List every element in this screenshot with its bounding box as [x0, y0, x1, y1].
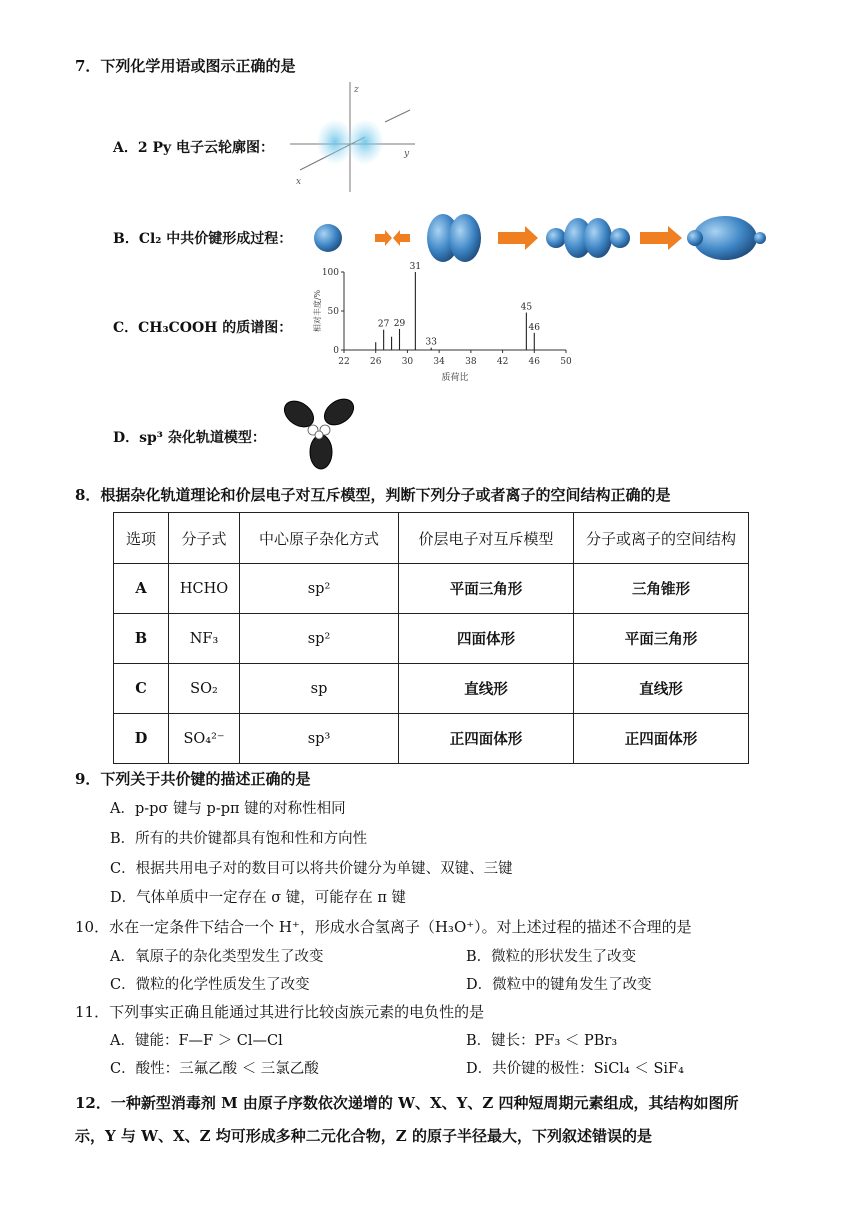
p-orbital-cloud-diagram	[290, 82, 430, 192]
row-hybridization: sp³	[240, 714, 399, 764]
q7-option-c: C．CH₃COOH 的质谱图：	[113, 320, 293, 336]
x-tick-label: 34	[433, 357, 445, 367]
q8-title: 8．根据杂化轨道理论和价层电子对互斥模型，判断下列分子或者离子的空间结构正确的是	[75, 486, 671, 504]
axis-x-label: x	[296, 177, 302, 187]
row-formula: SO₄²⁻	[169, 714, 240, 764]
q7-option-d: D．sp³ 杂化轨道模型：	[113, 430, 266, 446]
x-tick-label: 26	[369, 357, 382, 367]
q8-table	[113, 512, 749, 764]
mid-lobe-right	[584, 218, 612, 258]
x-tick-label: 50	[560, 357, 572, 367]
q9-option-d: D．气体单质中一定存在 σ 键，可能存在 π 键	[110, 890, 406, 906]
x-tick-label: 46	[528, 357, 541, 367]
table-row	[114, 664, 749, 714]
row-option: D	[114, 714, 169, 764]
peak-label: 27	[377, 319, 390, 330]
orbital-lobe-right	[347, 120, 383, 164]
row-formula: HCHO	[169, 564, 240, 614]
arrow-left-icon	[393, 230, 410, 246]
cl-atom-icon	[314, 224, 342, 252]
q10-title: 10．水在一定条件下结合一个 H⁺，形成水合氢离子（H₃O⁺）。对上述过程的描述不合理的是	[75, 918, 692, 936]
row-shape: 平面三角形	[574, 614, 749, 664]
row-hybridization: sp²	[240, 614, 399, 664]
header-option: 选项	[114, 513, 169, 564]
peak-label: 33	[425, 337, 437, 348]
q7-option-a: A．2 Py 电子云轮廓图：	[113, 140, 275, 156]
peak-label: 46	[528, 322, 541, 333]
q7-option-b: B．Cl₂ 中共价键形成过程：	[113, 231, 293, 247]
header-hybridization: 中心原子杂化方式	[240, 513, 399, 564]
q9-option-b: B．所有的共价键都具有饱和性和方向性	[110, 831, 368, 847]
row-option: B	[114, 614, 169, 664]
row-formula: NF₃	[169, 614, 240, 664]
row-formula: SO₂	[169, 664, 240, 714]
table-row	[114, 614, 749, 664]
y-tick-label: 50	[327, 307, 339, 317]
row-vsepr: 平面三角形	[399, 564, 574, 614]
back-lobe-left	[687, 230, 703, 246]
cl2-bond-formation-diagram	[310, 208, 770, 268]
arrow-right-icon	[375, 230, 392, 246]
q11-option-b: B．键长：PF₃ ＜ PBr₃	[466, 1033, 618, 1049]
peak-label: 29	[393, 318, 406, 329]
row-vsepr: 正四面体形	[399, 714, 574, 764]
q11-option-c: C．酸性：三氟乙酸 ＜ 三氯乙酸	[110, 1061, 319, 1077]
peak-label: 45	[520, 302, 533, 313]
q7-title: 7．下列化学用语或图示正确的是	[75, 57, 296, 75]
row-shape: 正四面体形	[574, 714, 749, 764]
x-tick-label: 42	[496, 357, 509, 367]
row-shape: 直线形	[574, 664, 749, 714]
q10-option-a: A．氧原子的杂化类型发生了改变	[110, 949, 324, 965]
table-row	[114, 714, 749, 764]
table-header-row	[114, 513, 749, 564]
q11-option-d: D．共价键的极性：SiCl₄ ＜ SiF₄	[466, 1061, 684, 1077]
q11-option-a: A．键能：F—F ＞ Cl—Cl	[110, 1033, 283, 1049]
row-option: C	[114, 664, 169, 714]
row-shape: 三角锥形	[574, 564, 749, 614]
row-hybridization: sp²	[240, 564, 399, 614]
q9-option-a: A．p-pσ 键与 p-pπ 键的对称性相同	[110, 801, 346, 817]
x-axis-label: 质荷比	[441, 373, 469, 383]
arrow-forward-icon	[498, 226, 538, 250]
header-shape: 分子或离子的空间结构	[574, 513, 749, 564]
x-tick-label: 22	[338, 357, 350, 367]
small-lobe-left	[546, 228, 566, 248]
y-tick-label: 100	[321, 268, 339, 278]
row-vsepr: 直线形	[399, 664, 574, 714]
sp3-hybrid-orbital-icon	[277, 392, 367, 472]
q12-line2: 示，Y 与 W、X、Z 均可形成多种二元化合物，Z 的原子半径最大，下列叙述错误的是	[75, 1127, 652, 1145]
y-tick-label: 0	[333, 346, 339, 356]
x-tick-label: 30	[401, 357, 414, 367]
orbital-overlap-right	[449, 214, 481, 262]
small-lobe-right	[610, 228, 630, 248]
q10-option-c: C．微粒的化学性质发生了改变	[110, 977, 310, 993]
back-lobe-right	[754, 232, 766, 244]
q12-line1: 12．一种新型消毒剂 M 由原子序数依次递增的 W、X、Y、Z 四种短周期元素组成，其结构如图所	[75, 1094, 739, 1112]
header-vsepr: 价层电子对互斥模型	[399, 513, 574, 564]
mass-spectrum-chart	[308, 262, 588, 387]
q10-option-d: D．微粒中的键角发生了改变	[466, 977, 652, 993]
y-axis-label: 相对丰度/%	[313, 289, 322, 333]
axis-z-label: z	[354, 85, 359, 95]
row-vsepr: 四面体形	[399, 614, 574, 664]
q9-option-c: C．根据共用电子对的数目可以将共价键分为单键、双键、三键	[110, 861, 513, 877]
q9-title: 9．下列关于共价键的描述正确的是	[75, 770, 311, 788]
header-formula: 分子式	[169, 513, 240, 564]
axis-y-label: y	[404, 149, 410, 159]
table-row	[114, 564, 749, 614]
row-option: A	[114, 564, 169, 614]
row-hybridization: sp	[240, 664, 399, 714]
q10-option-b: B．微粒的形状发生了改变	[466, 949, 637, 965]
peak-label: 31	[409, 262, 422, 272]
arrow-forward-icon-2	[640, 226, 682, 250]
x-tick-label: 38	[465, 357, 477, 367]
q11-title: 11．下列事实正确且能通过其进行比较卤族元素的电负性的是	[75, 1003, 485, 1021]
